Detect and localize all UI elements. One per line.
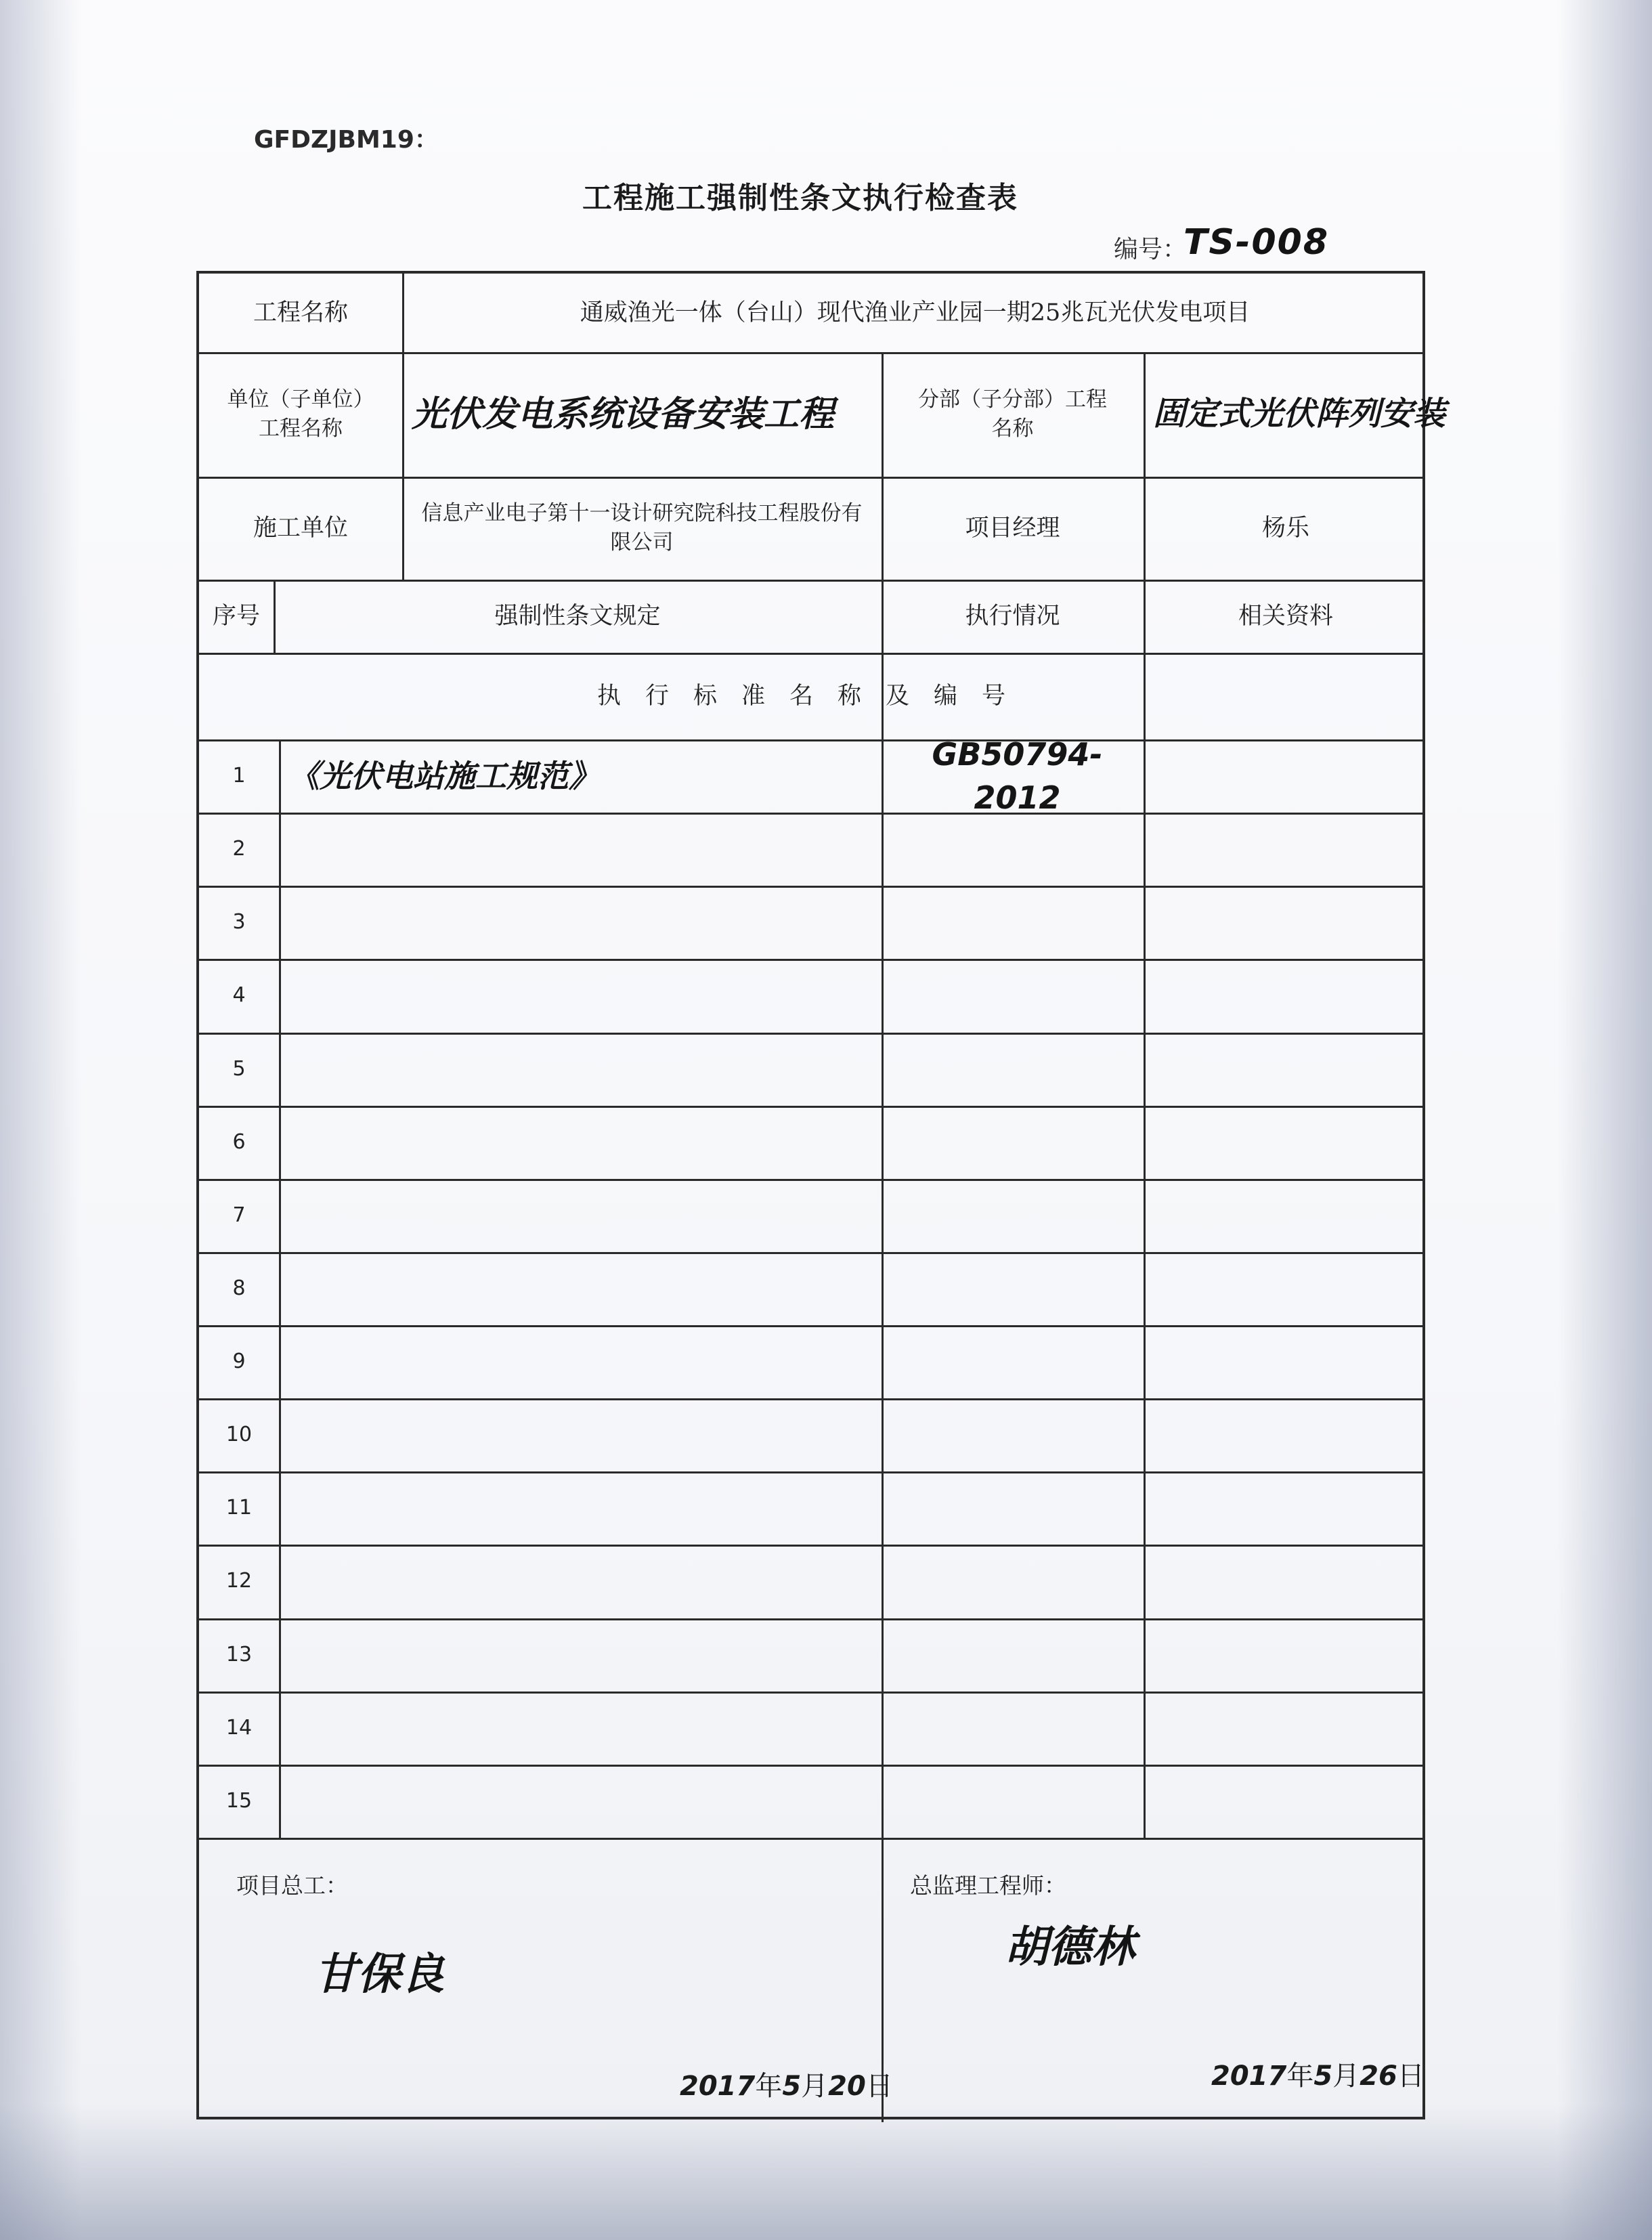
row-provision xyxy=(279,1106,882,1179)
date-month: 5 xyxy=(1313,2061,1333,2092)
chief-engineer-signature: 甘保良 xyxy=(314,1950,444,2000)
row-status xyxy=(882,959,1144,1032)
date-unit: 年 xyxy=(755,2071,783,2102)
row-status xyxy=(882,1252,1144,1325)
row-docs xyxy=(1144,1398,1428,1471)
row-number: 8 xyxy=(232,1276,246,1300)
row-status xyxy=(882,1765,1144,1838)
row-docs xyxy=(1144,1692,1428,1765)
row-number: 12 xyxy=(225,1569,253,1593)
contractor-label: 施工单位 xyxy=(253,514,348,542)
row-status xyxy=(882,1545,1144,1618)
row-status xyxy=(882,1398,1144,1471)
chief-engineer-date xyxy=(680,2065,893,2103)
row-number: 14 xyxy=(225,1715,253,1740)
row-number: 4 xyxy=(232,983,246,1008)
row-number: 10 xyxy=(225,1423,253,1447)
manager-label: 项目经理 xyxy=(965,514,1060,542)
row-status xyxy=(882,1033,1144,1106)
header-docs: 相关资料 xyxy=(1238,602,1333,630)
number-label: 编号： xyxy=(1114,236,1188,263)
date-unit: 月 xyxy=(1332,2061,1360,2092)
row-provision: 《光伏电站施工规范》 xyxy=(288,757,600,794)
chief-engineer-label: 项目总工： xyxy=(236,1872,348,1899)
row-provision xyxy=(279,1252,882,1325)
header-provision: 强制性条文规定 xyxy=(494,602,661,630)
scan-shadow-right xyxy=(1557,0,1652,2240)
project-name-value: 通威渔光一体（台山）现代渔业产业园一期25兆瓦光伏发电项目 xyxy=(580,299,1251,326)
chief-supervisor-date xyxy=(1211,2054,1425,2093)
row-docs xyxy=(1144,813,1428,886)
row-provision xyxy=(279,1179,882,1252)
unit-value: 光伏发电系统设备安装工程 xyxy=(412,393,835,435)
row-number: 13 xyxy=(225,1642,253,1666)
form-code: GFDZJBM19： xyxy=(254,126,439,154)
row-number: 15 xyxy=(225,1788,253,1813)
row-provision xyxy=(279,1325,882,1398)
date-unit: 年 xyxy=(1286,2061,1314,2092)
row-docs xyxy=(1144,886,1428,959)
row-docs xyxy=(1144,1765,1428,1838)
row-docs xyxy=(1144,1033,1428,1106)
manager-value: 杨乐 xyxy=(1261,514,1309,542)
row-number: 1 xyxy=(232,764,246,788)
row-provision xyxy=(279,813,882,886)
row-status xyxy=(882,1325,1144,1398)
row-docs xyxy=(1144,1471,1428,1545)
date-month: 5 xyxy=(782,2071,802,2102)
project-name-label: 工程名称 xyxy=(253,299,348,326)
date-year: 2017 xyxy=(680,2071,756,2102)
row-status xyxy=(882,813,1144,886)
date-year: 2017 xyxy=(1211,2061,1287,2092)
row-number: 7 xyxy=(232,1203,246,1227)
row-status xyxy=(882,1692,1144,1765)
row-number: 11 xyxy=(225,1496,253,1520)
row-docs xyxy=(1144,1106,1428,1179)
row-docs xyxy=(1144,1618,1428,1692)
row-docs xyxy=(1144,1545,1428,1618)
row-provision xyxy=(279,1033,882,1106)
row-status xyxy=(882,1618,1144,1692)
row-docs xyxy=(1144,959,1428,1032)
page-title: 工程施工强制性条文执行检查表 xyxy=(582,181,1018,215)
division-value: 固定式光伏阵列安装 xyxy=(1153,395,1446,433)
header-status: 执行情况 xyxy=(965,602,1060,630)
row-status xyxy=(882,1106,1144,1179)
date-day: 26 xyxy=(1360,2061,1397,2092)
row-number: 5 xyxy=(232,1056,246,1081)
contractor-value: 信息产业电子第十一设计研究院科技工程股份有限公司 xyxy=(421,500,863,555)
row-provision xyxy=(279,1471,882,1545)
chief-supervisor-label: 总监理工程师： xyxy=(910,1872,1066,1899)
row-provision xyxy=(279,1545,882,1618)
row-number: 6 xyxy=(232,1129,246,1154)
inspection-form xyxy=(196,271,1446,2119)
row-provision xyxy=(279,886,882,959)
chief-supervisor-signature: 胡德林 xyxy=(1005,1922,1135,1973)
date-unit: 日 xyxy=(1397,2061,1425,2092)
division-label: 分部（子分部）工程名称 xyxy=(918,387,1107,441)
date-unit: 日 xyxy=(865,2071,893,2102)
row-provision xyxy=(279,1692,882,1765)
unit-label: 单位（子单位）工程名称 xyxy=(227,387,374,441)
row-number: 2 xyxy=(232,837,246,861)
row-provision xyxy=(279,1765,882,1838)
row-provision xyxy=(279,1398,882,1471)
row-number: 9 xyxy=(232,1350,246,1374)
row-docs xyxy=(1144,1252,1428,1325)
row-provision xyxy=(279,1618,882,1692)
number-value: TS-008 xyxy=(1183,222,1330,263)
row-docs xyxy=(1144,739,1428,813)
row-status xyxy=(882,886,1144,959)
row-status xyxy=(882,1471,1144,1545)
standard-subheader: 执行标准名称及编号 xyxy=(596,682,1030,710)
row-provision xyxy=(279,959,882,1032)
row-docs xyxy=(1144,1179,1428,1252)
row-number: 3 xyxy=(232,910,246,934)
row-status: GB50794-2012 xyxy=(932,735,1103,817)
date-day: 20 xyxy=(828,2071,866,2102)
date-unit: 月 xyxy=(801,2071,829,2102)
row-docs xyxy=(1144,1325,1428,1398)
rule-line xyxy=(199,1838,1422,1840)
scan-shadow-bottom xyxy=(0,2105,1652,2240)
header-seq: 序号 xyxy=(212,602,260,630)
row-status xyxy=(882,1179,1144,1252)
scan-shadow-left xyxy=(0,0,81,2240)
